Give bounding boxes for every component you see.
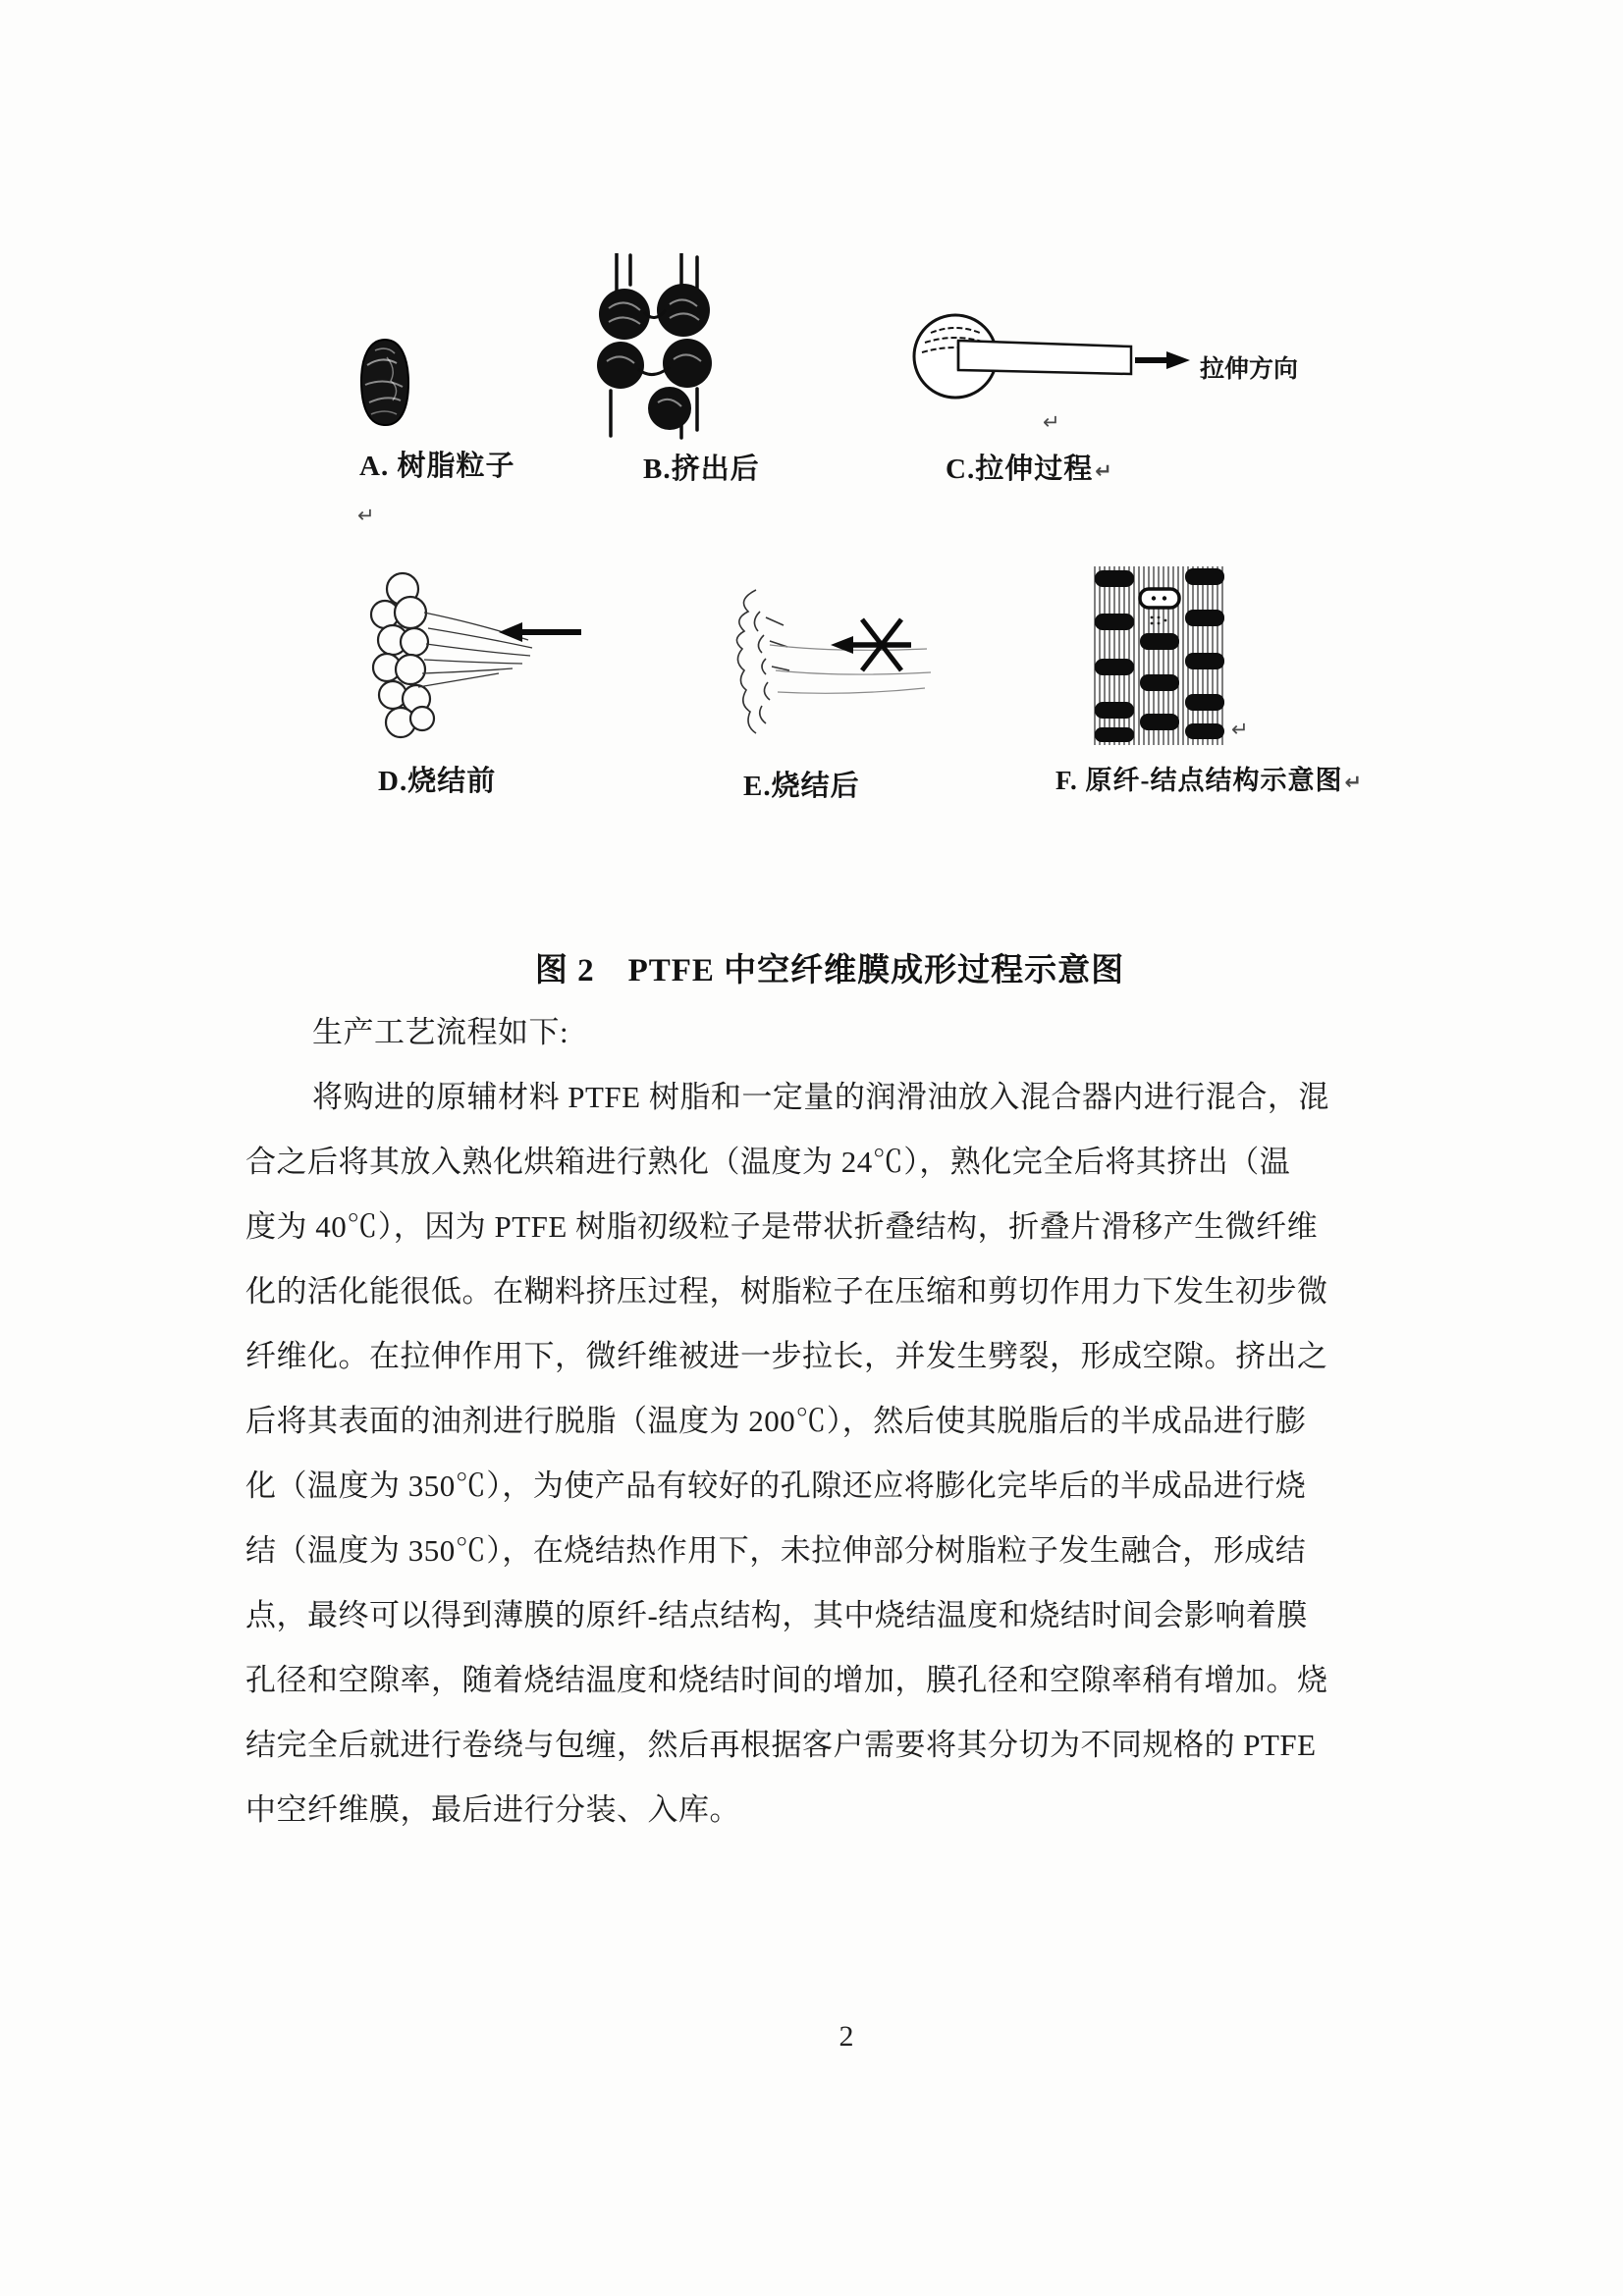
- before-sintering-drawing: [363, 569, 587, 748]
- body-line: 合之后将其放入熟化烘箱进行熟化（温度为 24℃），熟化完全后将其挤出（温: [245, 1145, 1291, 1179]
- paragraph-return-mark: ↵: [1095, 459, 1113, 483]
- body-line: 后将其表面的油剂进行脱脂（温度为 200℃），然后使其脱脂后的半成品进行膨: [245, 1404, 1307, 1438]
- panel-a-label: A. 树脂粒子: [359, 451, 515, 482]
- fibril-node-structure-drawing: [1093, 564, 1226, 747]
- body-line: 生产工艺流程如下:: [312, 1015, 569, 1049]
- page-number: 2: [839, 2020, 854, 2053]
- body-line: 点，最终可以得到薄膜的原纤-结点结构，其中烧结温度和烧结时间会影响着膜: [245, 1598, 1308, 1632]
- panel-f-label: F. 原纤-结点结构示意图↵: [1055, 766, 1364, 795]
- figure-caption: 图 2 PTFE 中空纤维膜成形过程示意图: [534, 953, 1125, 988]
- body-line: 化的活化能很低。在糊料挤压过程，树脂粒子在压缩和剪切作用力下发生初步微: [245, 1274, 1328, 1308]
- panel-b-label: B.挤出后: [643, 454, 760, 485]
- body-paragraph: [245, 1000, 1434, 1842]
- paragraph-return-mark: ↵: [1231, 718, 1249, 741]
- panel-d-label: D.烧结前: [378, 766, 497, 797]
- resin-particle-drawing: [357, 336, 412, 429]
- panel-c-label: C.拉伸过程↵: [946, 454, 1113, 485]
- stretch-direction-label: 拉伸方向: [1200, 356, 1299, 383]
- body-line: 纤维化。在拉伸作用下，微纤维被进一步拉长，并发生劈裂，形成空隙。挤出之: [245, 1339, 1328, 1373]
- panel-e-label: E.烧结后: [743, 771, 860, 802]
- body-line: 孔径和空隙率，随着烧结温度和烧结时间的增加，膜孔径和空隙率稍有增加。烧: [245, 1663, 1328, 1697]
- paragraph-return-mark: ↵: [357, 504, 375, 527]
- body-line: 将购进的原辅材料 PTFE 树脂和一定量的润滑油放入混合器内进行混合，混: [312, 1080, 1329, 1114]
- body-line: 结完全后就进行卷绕与包缠，然后再根据客户需要将其分切为不同规格的 PTFE: [245, 1728, 1317, 1762]
- body-line: 化（温度为 350℃），为使产品有较好的孔隙还应将膨化完毕后的半成品进行烧: [245, 1468, 1307, 1503]
- body-line: 度为 40℃），因为 PTFE 树脂初级粒子是带状折叠结构，折叠片滑移产生微纤维: [245, 1209, 1319, 1244]
- body-line: 中空纤维膜，最后进行分装、入库。: [245, 1792, 740, 1827]
- after-sintering-drawing: [727, 584, 945, 751]
- stretching-process-drawing: [901, 309, 1196, 407]
- body-line: 结（温度为 350℃），在烧结热作用下，未拉伸部分树脂粒子发生融合，形成结: [245, 1533, 1307, 1568]
- paragraph-return-mark: ↵: [1043, 410, 1060, 434]
- after-extrusion-drawing: [587, 253, 720, 440]
- paragraph-return-mark: ↵: [1344, 771, 1364, 794]
